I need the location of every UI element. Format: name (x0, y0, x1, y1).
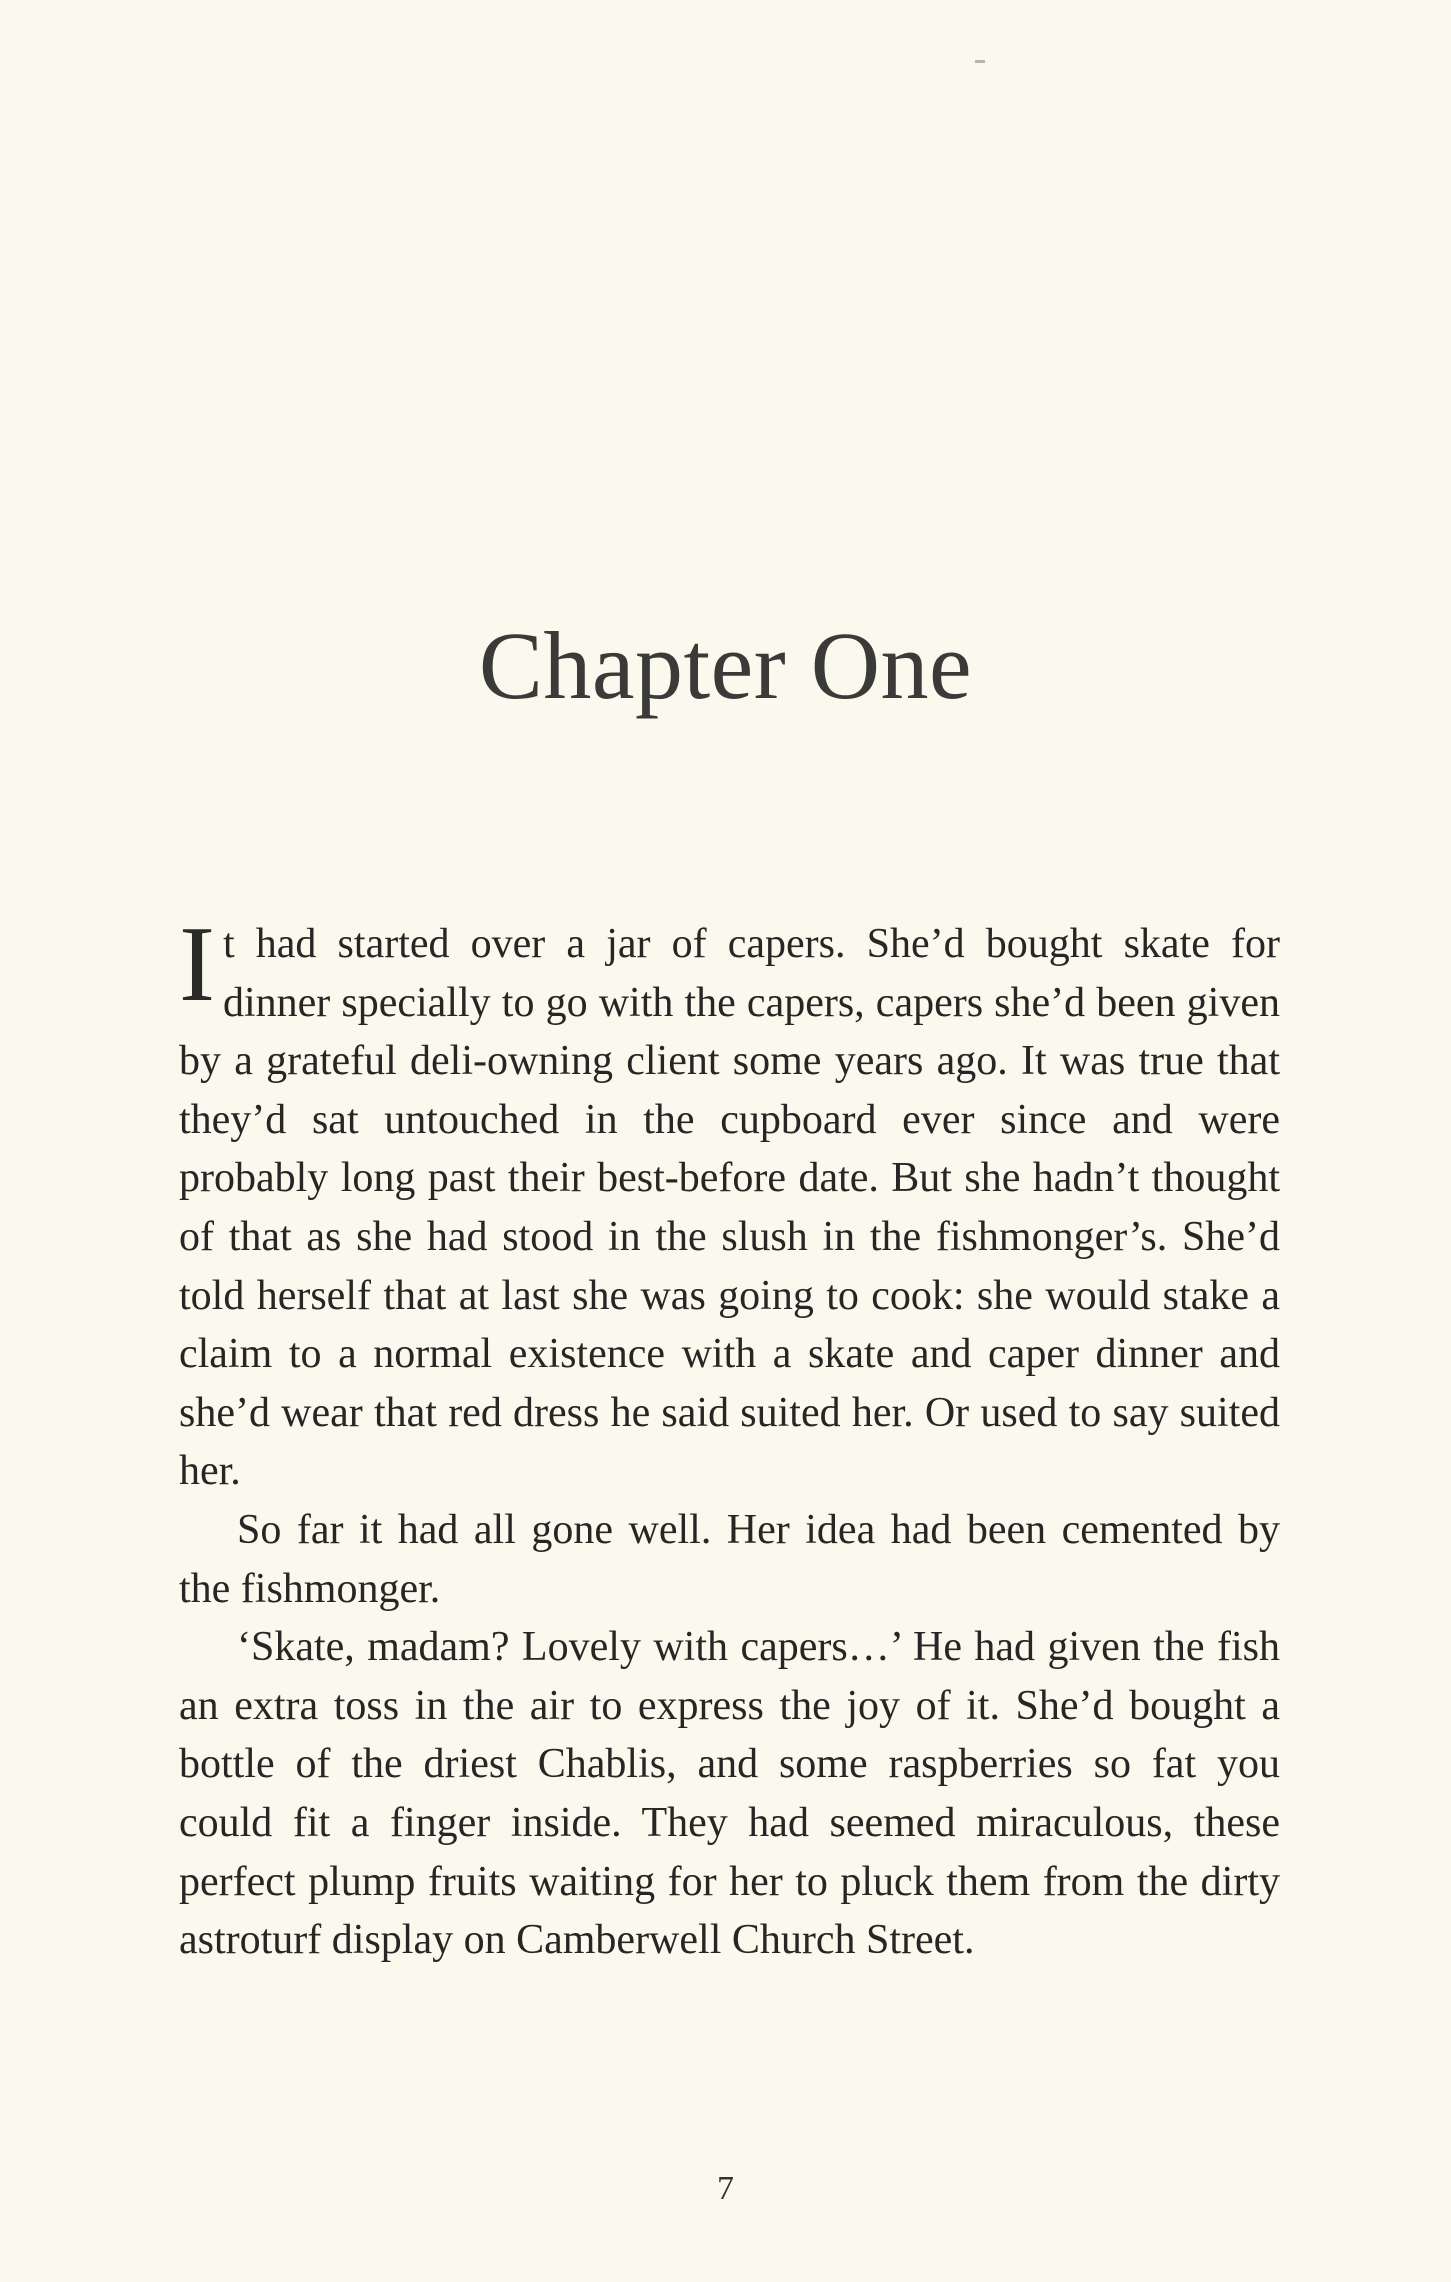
paragraph-2: So far it had all gone well. Her idea had been cemented by the fishmonger. (179, 1506, 1280, 1612)
paragraph-1 (179, 905, 1280, 1501)
page-number: 7 (717, 2170, 734, 2207)
chapter-body (179, 905, 1280, 1970)
drop-cap: I (179, 905, 215, 1024)
chapter-title: Chapter One (478, 612, 973, 719)
paragraph-1-text: t had started over a jar of capers. She’d bought skate for dinner specially to go with the capers, capers she’d been given by a grateful deli-owning client some years ago. It was true that they’d sat untouched in the cupboard ever since and were probably long past their best-before date. But she hadn’t thought of that as she had stood in the slush in the fishmonger’s. She’d told herself that at last she was going to cook: she would stake a claim to a normal existence with a skate and caper dinner and she’d wear that red dress he said suited her. Or used to say suited her. (179, 921, 1280, 1495)
paragraph-3: ‘Skate, madam? Lovely with capers…’ He had given the fish an extra toss in the air to express the joy of it. She’d bought a bottle of the driest Chablis, and some raspberries so fat you could fit a finger inside. They had seemed miraculous, these perfect plump fruits waiting for her to pluck them from the dirty astroturf display on Camberwell Church Street. (179, 1624, 1280, 1964)
scan-speck (975, 60, 985, 63)
